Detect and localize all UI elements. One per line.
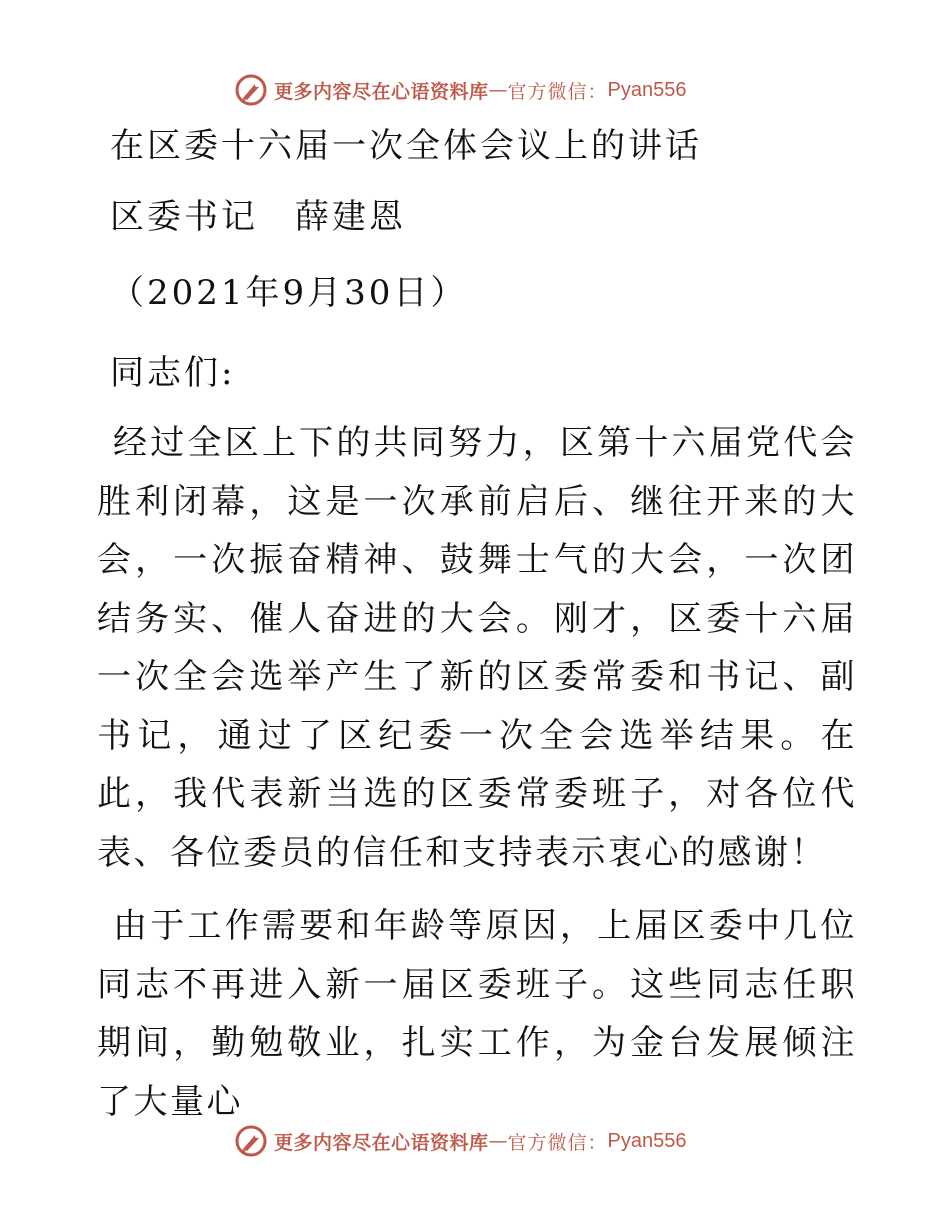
document-date: （2021年9月30日） [110, 273, 468, 313]
header-watermark [234, 72, 687, 108]
paragraph-2: 由于工作需要和年龄等原因，上届区委中几位同志不再进入新一届区委班子。这些同志任职期间，勤勉敬业，扎实工作，为金台发展倾注了大量心 [97, 906, 857, 1122]
document-title: 在区委十六届一次全体会议上的讲话 [110, 126, 702, 166]
footer-watermark [234, 1123, 687, 1159]
watermark-text: 更多内容尽在心语资料库 [274, 1131, 489, 1154]
watermark-wechat-label: 官方微信： [507, 1131, 608, 1154]
watermark-dash: — [488, 1130, 508, 1152]
pen-circle-logo-icon [234, 1124, 268, 1158]
watermark-text: 更多内容尽在心语资料库 [274, 80, 489, 103]
watermark-wechat-id: Pyan556 [607, 1129, 687, 1152]
document-greeting: 同志们: [110, 353, 236, 393]
watermark-dash: — [488, 79, 508, 101]
watermark-wechat-label: 官方微信： [507, 80, 608, 103]
watermark-wechat-id: Pyan556 [607, 78, 687, 101]
pen-circle-logo-icon [234, 73, 268, 107]
paragraph-1: 经过全区上下的共同努力，区第十六届党代会胜利闭幕，这是一次承前启后、继往开来的大会，一次振奋精神、鼓舞士气的大会，一次团结务实、催人奋进的大会。刚才，区委十六届一次全会选举产生了新的区委常委和书记、副书记，通过了区纪委一次全会选举结果。在此，我代表新当选的区委常委班子，对各位代表、各位委员的信任和支持表示衷心的感谢！ [97, 423, 857, 873]
document-author: 区委书记 薛建恩 [110, 197, 406, 237]
